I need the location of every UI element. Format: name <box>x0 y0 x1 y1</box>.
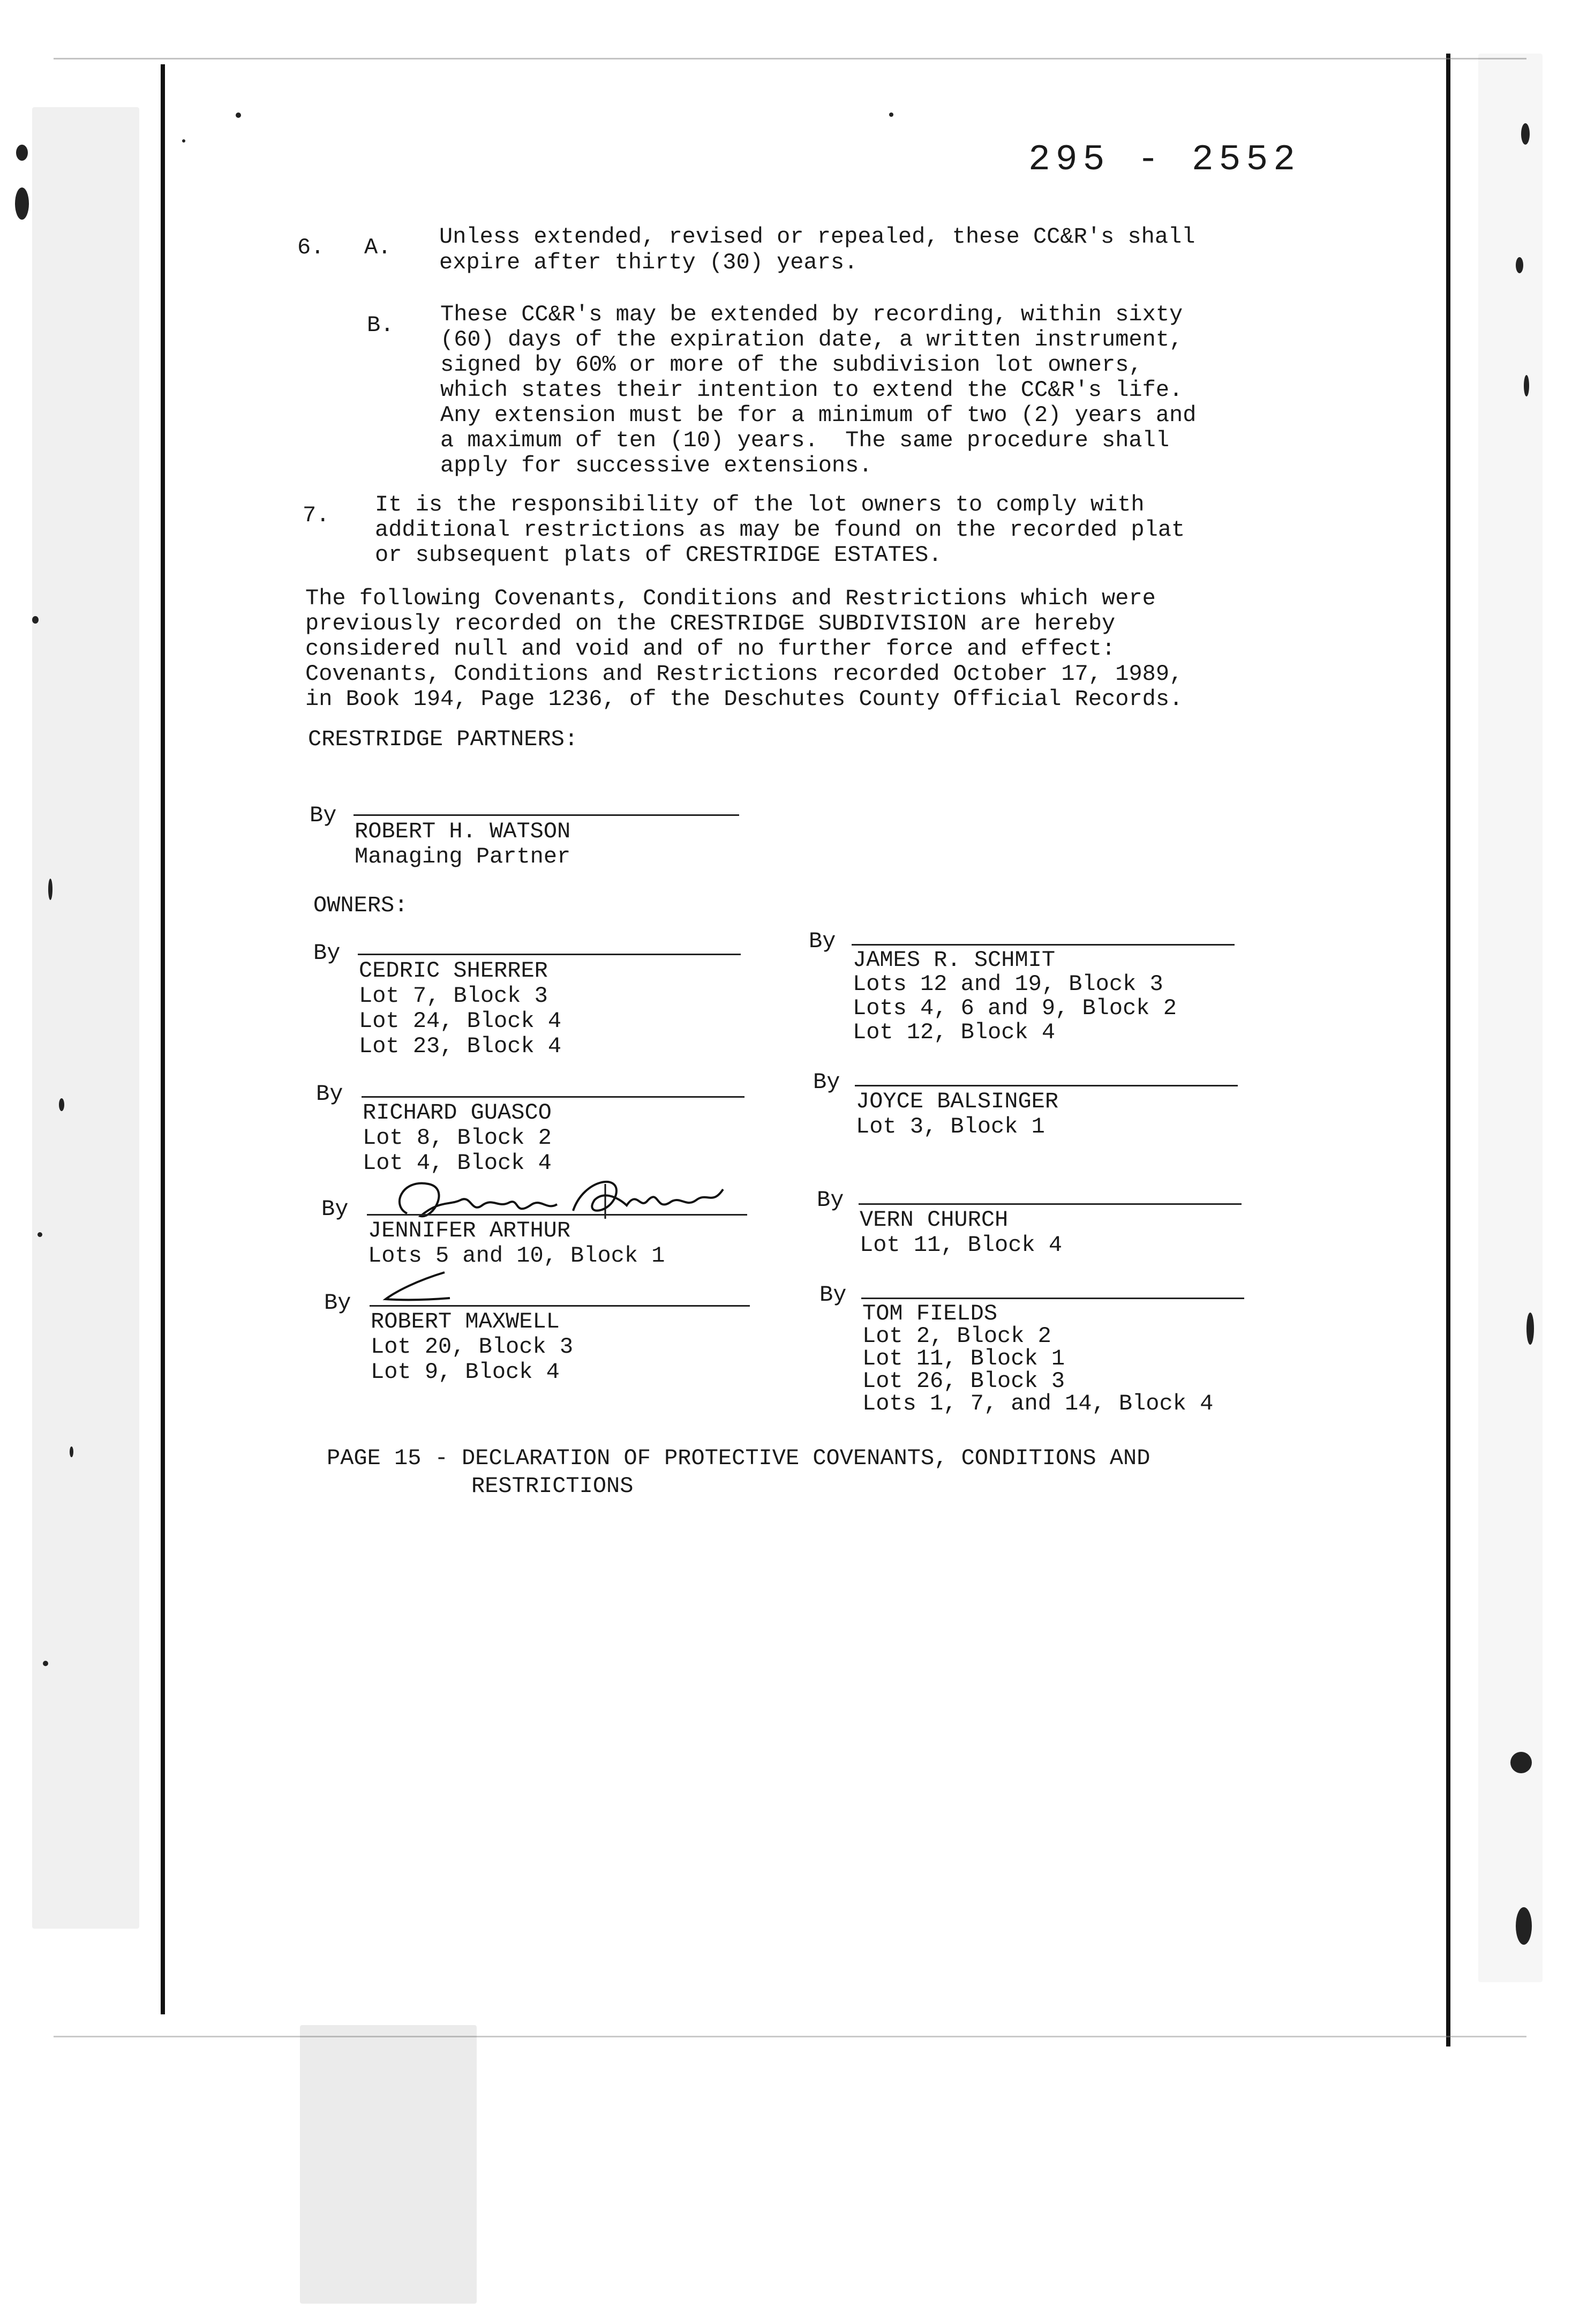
owner-lot: Lots 12 and 19, Block 3 <box>853 971 1163 997</box>
section-6b-line: signed by 60% or more of the subdivision lot owners, <box>440 352 1142 378</box>
owner-lot: Lot 23, Block 4 <box>359 1033 562 1059</box>
owner-by-label: By <box>316 1081 343 1107</box>
scan-border-bottom <box>54 2036 1526 2037</box>
owner-lot: Lots 1, 7, and 14, Block 4 <box>862 1391 1214 1416</box>
page-number: 295 - 2552 <box>1028 139 1301 181</box>
section-7-line: additional restrictions as may be found on the recorded plat <box>375 517 1185 543</box>
owner-by-label: By <box>321 1196 349 1222</box>
section-6b-line: which states their intention to extend the CC&R's life. <box>440 377 1183 403</box>
owner-lot: Lot 20, Block 3 <box>371 1334 574 1360</box>
owner-signature-line <box>852 944 1235 946</box>
robert-maxwell-signature <box>375 1267 461 1310</box>
owner-name: TOM FIELDS <box>862 1301 998 1326</box>
owner-lot: Lot 12, Block 4 <box>853 1019 1056 1045</box>
owner-by-label: By <box>817 1187 844 1213</box>
owner-by-label: By <box>819 1282 847 1308</box>
scan-border-left <box>161 64 165 2014</box>
owner-name: RICHARD GUASCO <box>363 1100 552 1126</box>
partners-name: ROBERT H. WATSON <box>355 819 571 844</box>
scan-border-top <box>54 58 1526 59</box>
owner-name: CEDRIC SHERRER <box>359 958 548 984</box>
partners-title: Managing Partner <box>355 844 571 869</box>
section-6b-line: Any extension must be for a minimum of two (2) years and <box>440 402 1197 428</box>
footer-line-1: PAGE 15 - DECLARATION OF PROTECTIVE COVENANTS, CONDITIONS AND <box>327 1445 1150 1471</box>
section-7-line: or subsequent plats of CRESTRIDGE ESTATES. <box>375 542 942 568</box>
footer-line-2: RESTRICTIONS <box>471 1473 634 1499</box>
owner-lot: Lot 11, Block 1 <box>862 1346 1065 1371</box>
owner-lot: Lots 5 and 10, Block 1 <box>368 1243 665 1269</box>
section-6b-line: apply for successive extensions. <box>440 453 873 478</box>
owners-heading: OWNERS: <box>313 893 408 918</box>
owner-signature-line <box>861 1298 1244 1299</box>
paragraph-line: previously recorded on the CRESTRIDGE SUBDIVISION are hereby <box>305 611 1116 636</box>
owner-by-label: By <box>313 940 341 966</box>
owner-name: JENNIFER ARTHUR <box>368 1218 571 1243</box>
section-6b-label: B. <box>367 312 394 338</box>
section-6a-label: A. <box>364 235 392 260</box>
partners-by-label: By <box>310 803 337 828</box>
owner-signature-line <box>859 1203 1242 1205</box>
section-6b-line: a maximum of ten (10) years. The same procedure shall <box>440 428 1170 453</box>
owner-lot: Lot 11, Block 4 <box>860 1232 1063 1258</box>
owner-by-label: By <box>809 928 836 954</box>
section-7-line: It is the responsibility of the lot owners to comply with <box>375 492 1145 518</box>
section-6-number: 6. <box>297 235 325 260</box>
owner-signature-line <box>358 954 741 955</box>
scan-border-right <box>1446 54 1450 2046</box>
partners-signature-line <box>353 814 739 816</box>
section-6b-line: (60) days of the expiration date, a written instrument, <box>440 327 1183 353</box>
paragraph-line: considered null and void and of no further force and effect: <box>305 636 1116 662</box>
owner-signature-line <box>855 1085 1238 1086</box>
owner-signature-line <box>362 1096 744 1098</box>
owner-lot: Lot 7, Block 3 <box>359 983 548 1009</box>
owner-lot: Lot 8, Block 2 <box>363 1125 552 1151</box>
section-7-number: 7. <box>303 503 330 528</box>
owner-name: JAMES R. SCHMIT <box>853 947 1056 973</box>
paragraph-line: The following Covenants, Conditions and Restrictions which were <box>305 586 1156 611</box>
owner-lot: Lots 4, 6 and 9, Block 2 <box>853 995 1177 1021</box>
section-6b-line: These CC&R's may be extended by recording, within sixty <box>440 302 1183 327</box>
paragraph-line: Covenants, Conditions and Restrictions recorded October 17, 1989, <box>305 661 1183 687</box>
owner-name: JOYCE BALSINGER <box>856 1089 1059 1114</box>
owner-lot: Lot 24, Block 4 <box>359 1008 562 1034</box>
owner-lot: Lot 2, Block 2 <box>862 1323 1051 1349</box>
section-6a-line: Unless extended, revised or repealed, these CC&R's shall <box>439 224 1195 250</box>
owner-lot: Lot 3, Block 1 <box>856 1114 1045 1139</box>
section-6a-line: expire after thirty (30) years. <box>439 250 858 275</box>
owner-signature-line <box>370 1305 750 1307</box>
paragraph-line: in Book 194, Page 1236, of the Deschutes County Official Records. <box>305 686 1183 712</box>
owner-lot: Lot 26, Block 3 <box>862 1368 1065 1394</box>
owner-by-label: By <box>324 1290 351 1316</box>
owner-name: VERN CHURCH <box>860 1207 1009 1233</box>
partners-heading: CRESTRIDGE PARTNERS: <box>308 726 578 752</box>
owner-lot: Lot 9, Block 4 <box>371 1359 560 1385</box>
owner-name: ROBERT MAXWELL <box>371 1309 560 1335</box>
owner-by-label: By <box>813 1069 840 1095</box>
owner-signature-line <box>367 1214 747 1216</box>
owner-lot: Lot 4, Block 4 <box>363 1150 552 1176</box>
